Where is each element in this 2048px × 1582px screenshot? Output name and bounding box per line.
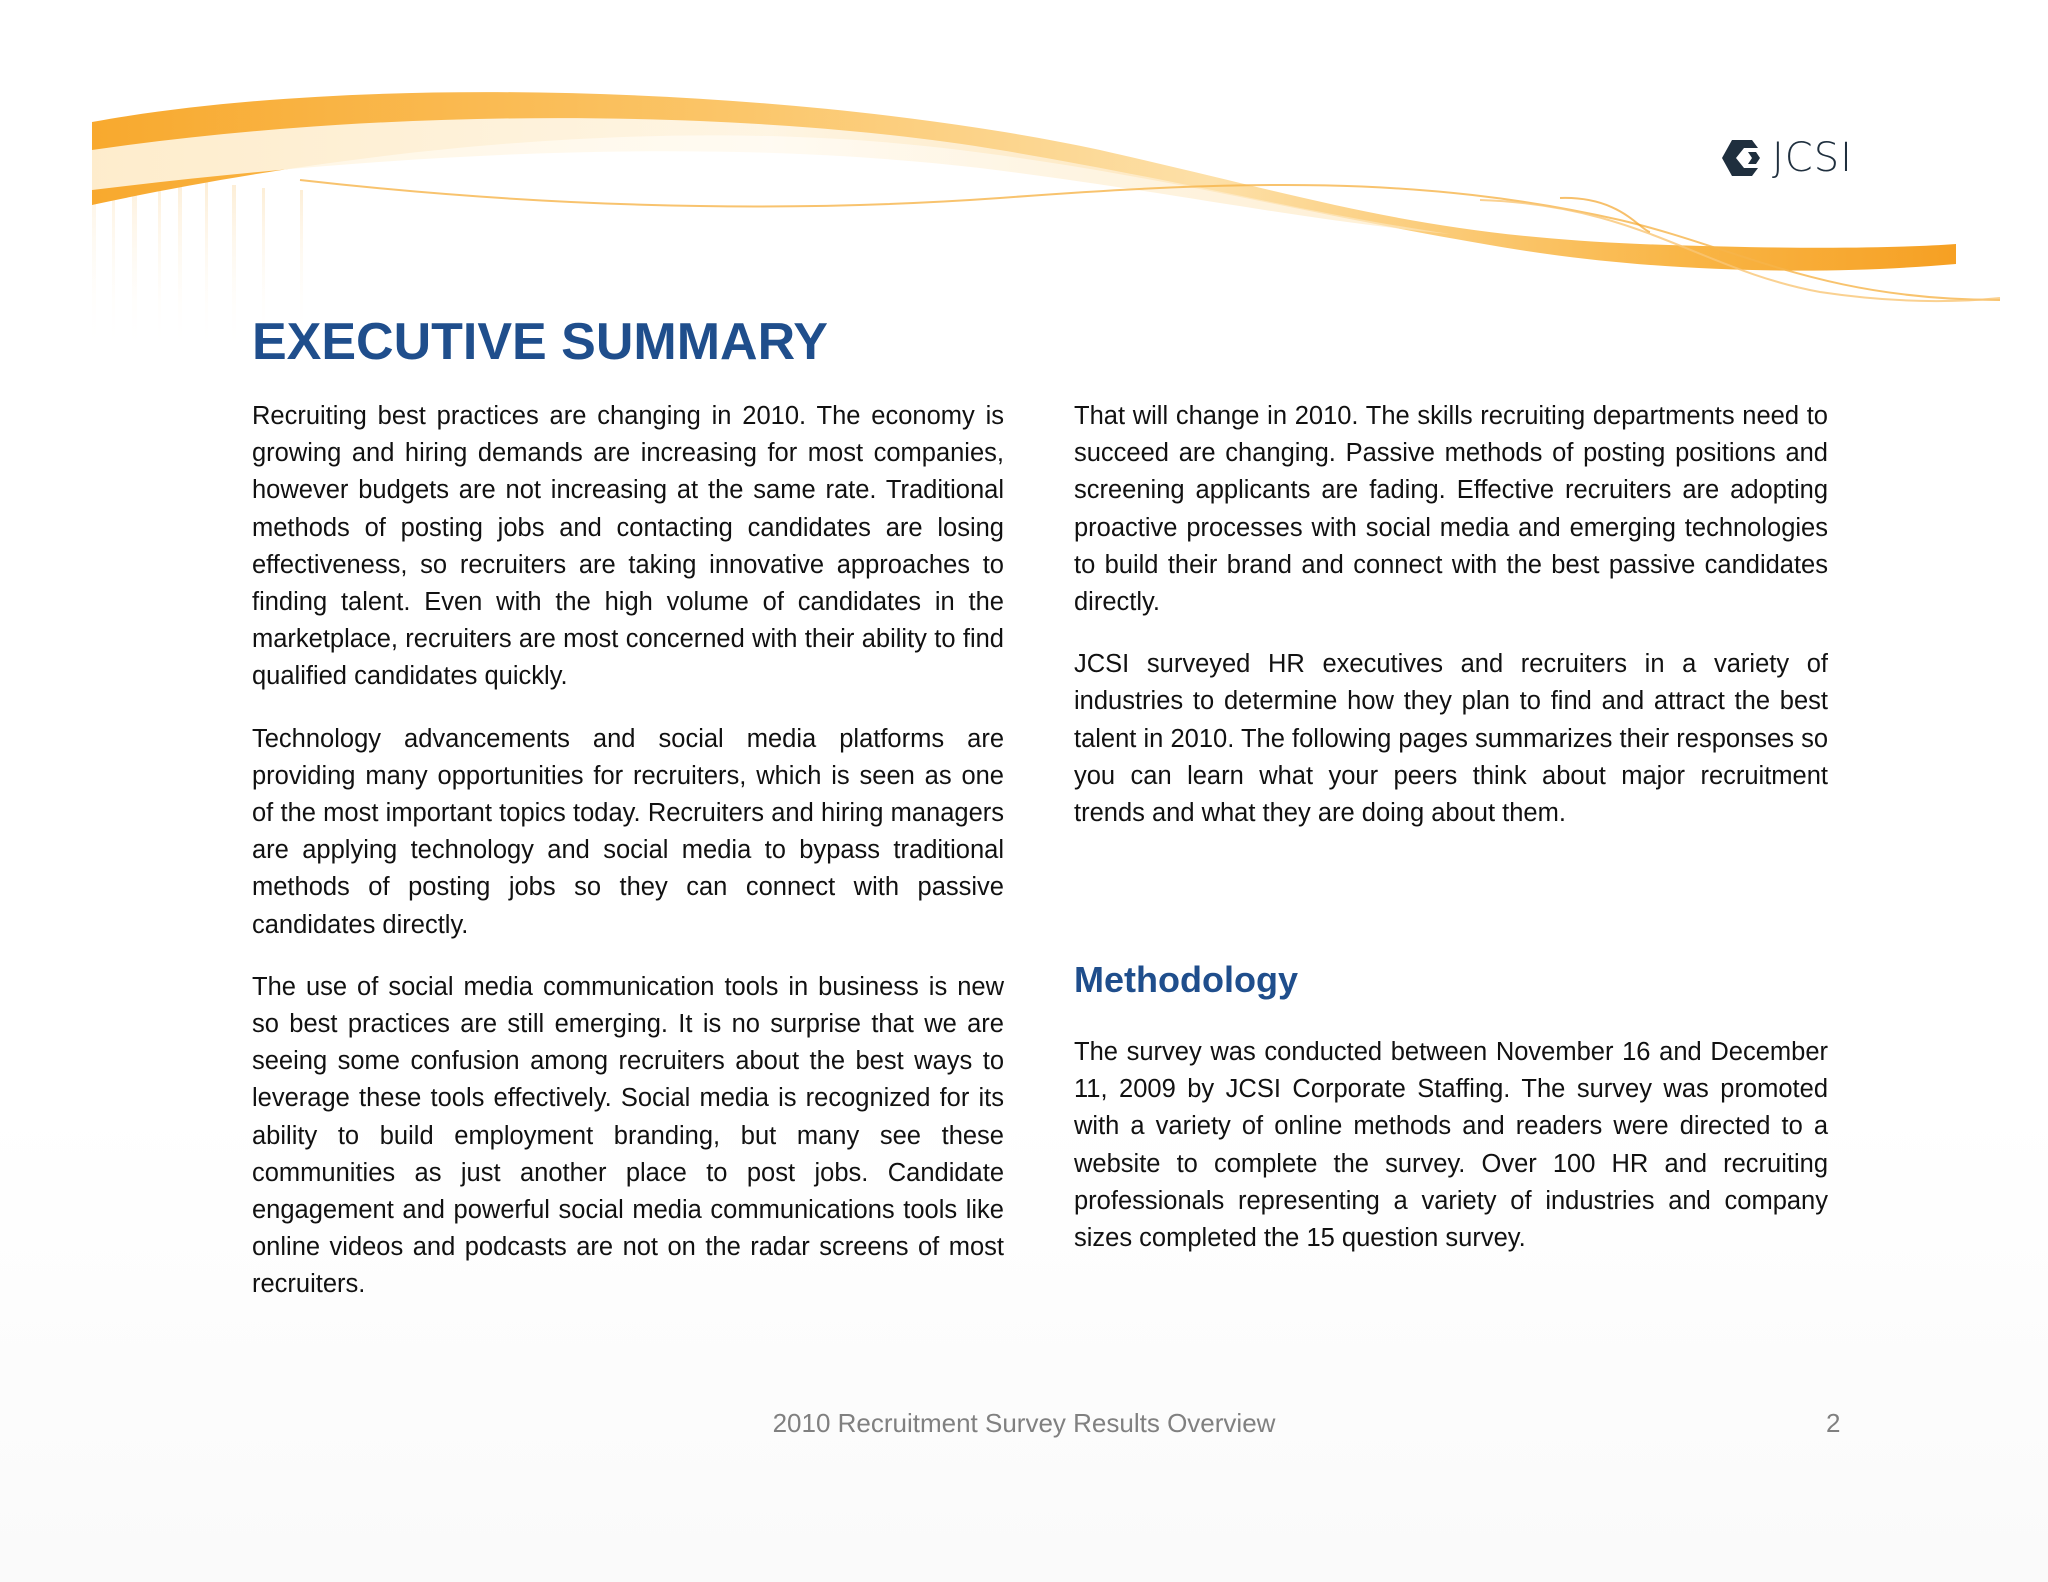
footer-text: 2010 Recruitment Survey Results Overview (772, 1408, 1276, 1438)
jcsi-logo (1718, 136, 1853, 180)
paragraph: Recruiting best practices are changing in 2010. The economy is growing and hiring demands are increasing for most companies, however budgets are not increasing at the same rate. Traditional methods of posting jobs and contacting candidates are losing effectiveness, so recruiters are taking innovative approaches to finding talent. Even with the high volume of candidates in the marketplace, recruiters are most concerned with their ability to find qualified candidates quickly. (252, 402, 1004, 691)
methodology-text: The survey was conducted between November 16 and December 11, 2009 by JCSI Corporate Staffing. The survey was promoted with a variety of online methods and readers were directed to a website to complete the survey. Over 100 HR and recruiting professionals representing a variety of industries and company sizes completed the 15 question survey. (1074, 1038, 1828, 1253)
page-number: 2 (1826, 1408, 1841, 1438)
right-column (1074, 398, 1828, 1253)
paragraph: The use of social media communication tools in business is new so best practices are still emerging. It is no surprise that we are seeing some confusion among recruiters about the best ways to leverage these tools effectively. Social media is recognized for its ability to build employment branding, but many see these communities as just another place to post jobs. Candidate engagement and powerful social media communications tools like online videos and podcasts are not on the radar screens of most recruiters. (252, 972, 1004, 1299)
paragraph: That will change in 2010. The skills recruiting departments need to succeed are changing. Passive methods of posting positions and screening applicants are fading. Effective recruiters are adopting proactive processes with social media and emerging technologies to build their brand and connect with the best passive candidates directly. (1074, 402, 1828, 617)
paragraph: JCSI surveyed HR executives and recruiters in a variety of industries to determine how they plan to find and attract the best talent in 2010. The following pages summarizes their responses so you can learn what your peers think about major recruitment trends and what they are doing about them. (1074, 650, 1828, 828)
paragraph: Technology advancements and social media platforms are providing many opportunities for recruiters, which is seen as one of the most important topics today. Recruiters and hiring managers are applying technology and social media to bypass traditional methods of posting jobs so they can connect with passive candidates directly. (252, 724, 1004, 939)
left-column (252, 398, 1004, 1329)
jcsi-logo-icon (1718, 138, 1766, 178)
methodology-heading: Methodology (1074, 959, 1298, 1000)
page-title: EXECUTIVE SUMMARY (252, 313, 828, 371)
logo-text: JCSI (1772, 135, 1853, 181)
